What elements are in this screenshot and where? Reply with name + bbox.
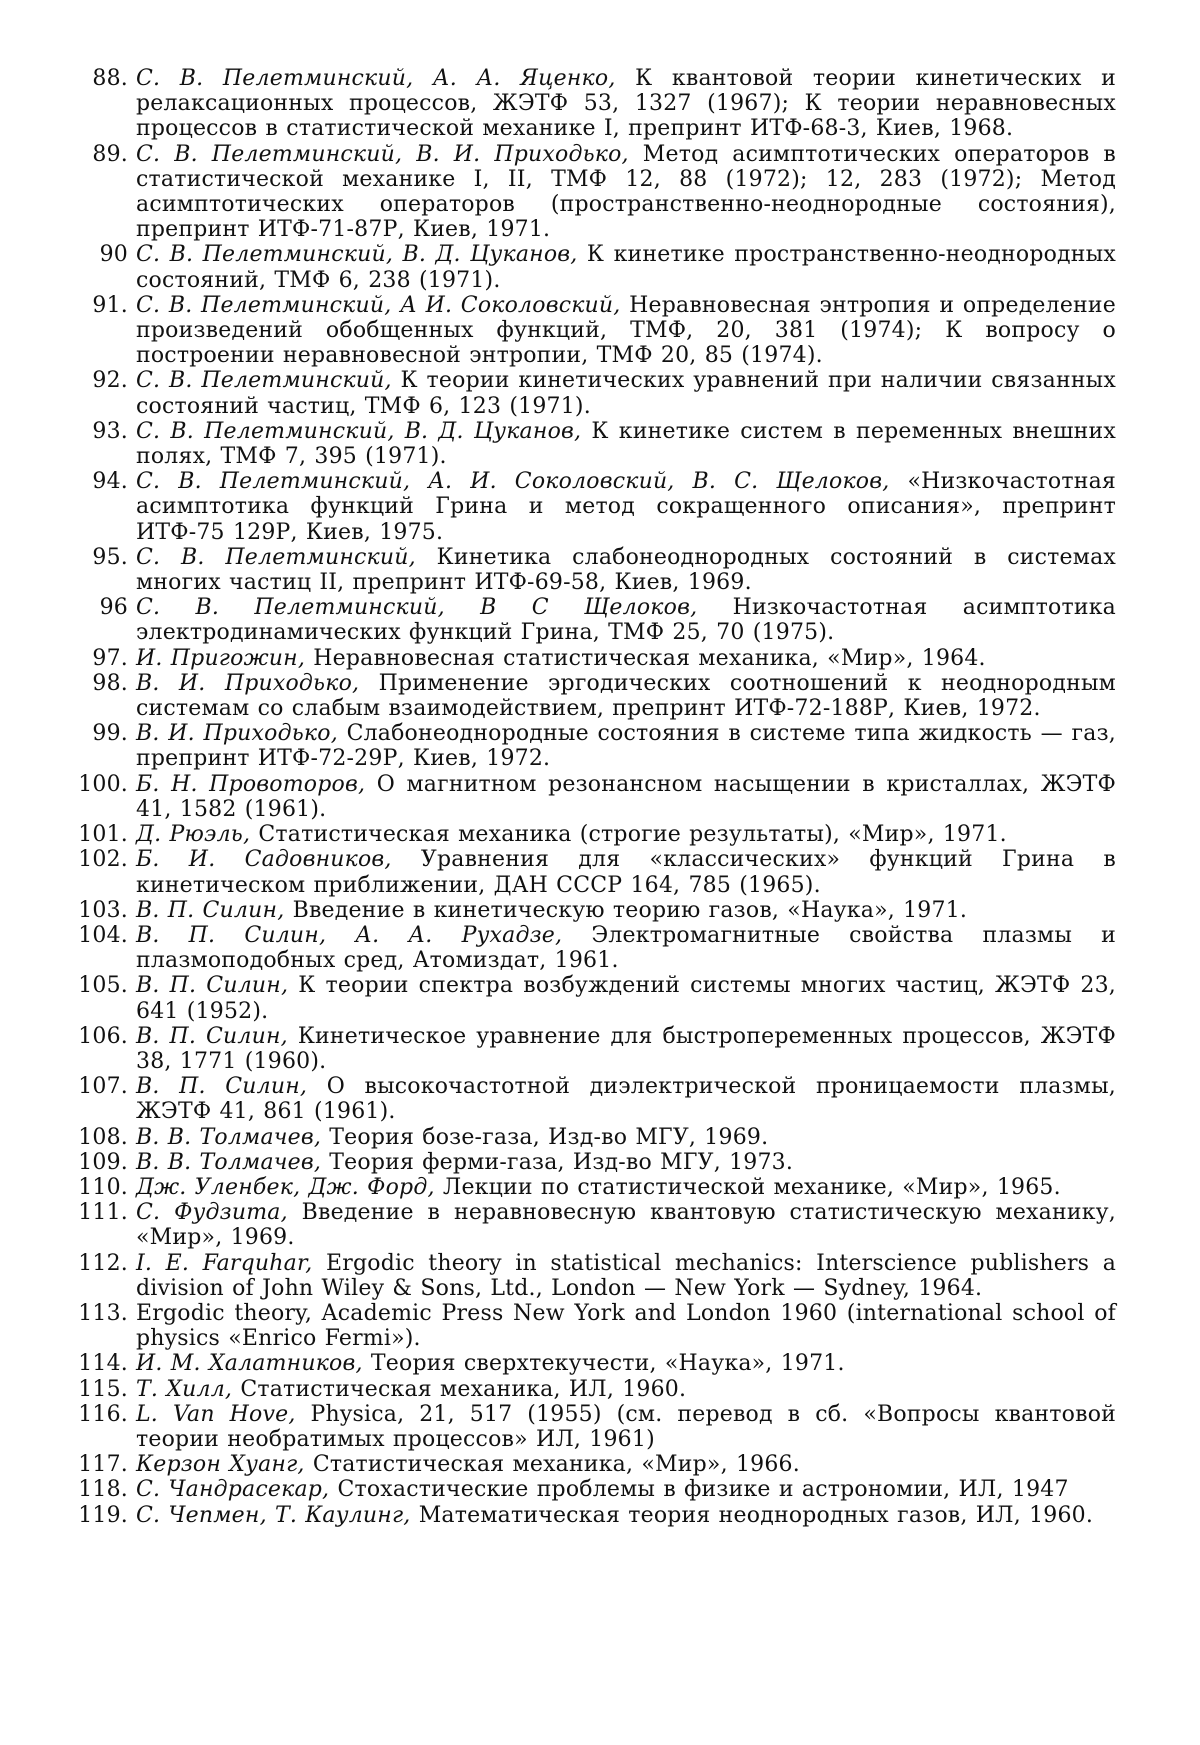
reference-item	[76, 1351, 1116, 1376]
reference-text: Введение в кинетическую теорию газов, «Наука», 1971.	[292, 897, 968, 923]
reference-text: К квантовой теории кинетических и релаксационных процессов, ЖЭТФ 53, 1327 (1967); К теории неравновесных процессов в статистической механике I, препринт ИТФ-68-3, Киев, 1968.	[136, 66, 1116, 142]
reference-item	[76, 242, 1116, 292]
reference-item	[76, 293, 1116, 369]
reference-text: Электромагнитные свойства плазмы и плазмоподобных сред, Атомиздат, 1961.	[136, 922, 1116, 974]
reference-number: 108.	[78, 1124, 128, 1150]
reference-text: Physica, 21, 517 (1955) (см. перевод в сб. «Вопросы квантовой теории необратимых процессов» ИЛ, 1961)	[136, 1401, 1116, 1452]
reference-authors: В. П. Силин,	[136, 897, 285, 923]
reference-authors: С. Чандрасекар,	[136, 1477, 330, 1503]
reference-number: 111.	[78, 1200, 128, 1226]
reference-item	[76, 1200, 1116, 1250]
reference-number: 119.	[78, 1502, 128, 1528]
reference-text: Статистическая механика, «Мир», 1966.	[312, 1452, 800, 1478]
reference-item	[76, 595, 1116, 645]
reference-authors: В. П. Силин,	[136, 1074, 308, 1100]
reference-text: Применение эргодических соотношений к неоднородным системам со слабым взаимодействием, препринт ИТФ-72-188Р, Киев, 1972.	[136, 670, 1116, 722]
reference-authors: Дж. Уленбек, Дж. Форд,	[136, 1174, 435, 1200]
reference-authors: С. В. Пелетминский, В. Д. Цуканов,	[136, 242, 578, 268]
reference-item	[76, 1024, 1116, 1074]
reference-list	[76, 66, 1116, 1528]
reference-item	[76, 545, 1116, 595]
reference-text: Теория ферми-газа, Изд-во МГУ, 1973.	[329, 1149, 794, 1175]
reference-number: 91.	[92, 292, 128, 318]
reference-number: 107.	[78, 1074, 128, 1100]
reference-authors: С. Фудзита,	[136, 1200, 288, 1226]
reference-number: 109.	[78, 1149, 128, 1175]
reference-authors: L. Van Hove,	[136, 1401, 296, 1427]
reference-item	[76, 847, 1116, 897]
reference-item	[76, 66, 1116, 142]
reference-text: Статистическая механика, ИЛ, 1960.	[240, 1376, 687, 1402]
reference-authors: С. В. Пелетминский, А. А. Яценко,	[136, 66, 616, 91]
reference-number: 90	[99, 242, 128, 268]
reference-text: О высокочастотной диэлектрической проницаемости плазмы, ЖЭТФ 41, 861 (1961).	[136, 1074, 1116, 1125]
reference-text: Низкочастотная асимптотика электродинамических функций Грина, ТМФ 25, 70 (1975).	[136, 595, 1116, 646]
reference-text: Ergodic theory in statistical mechanics: Interscience publishers a division of John Wiley & Sons, Ltd., London — New York — Sydney, 1964.	[136, 1250, 1117, 1301]
reference-text: Математическая теория неоднородных газов, ИЛ, 1960.	[418, 1502, 1094, 1528]
reference-item	[76, 822, 1116, 847]
reference-number: 118.	[78, 1477, 128, 1503]
reference-text: К кинетике пространственно-неоднородных состояний, ТМФ 6, 238 (1971).	[136, 242, 1116, 293]
reference-number: 92.	[92, 368, 128, 394]
reference-item	[76, 721, 1116, 771]
reference-authors: С. Чепмен, Т. Каулинг,	[136, 1502, 411, 1528]
reference-item	[76, 1503, 1116, 1528]
reference-item	[76, 419, 1116, 469]
reference-number: 104.	[78, 922, 128, 948]
reference-item	[76, 1377, 1116, 1402]
reference-text: Теория сверхтекучести, «Наука», 1971.	[370, 1351, 845, 1377]
reference-number: 88.	[92, 66, 128, 91]
reference-number: 103.	[78, 897, 128, 923]
reference-authors: С. В. Пелетминский,	[136, 544, 416, 570]
reference-authors: В. И. Приходько,	[136, 721, 338, 747]
reference-authors: Т. Хилл,	[136, 1376, 233, 1402]
reference-text: Ergodic theory, Academic Press New York and London 1960 (international school of physics «Enrico Fermi»).	[136, 1300, 1116, 1352]
reference-authors: С. В. Пелетминский, А И. Соколовский,	[136, 292, 621, 318]
reference-item	[76, 368, 1116, 418]
reference-authors: С. В. Пелетминский, А. И. Соколовский, В. С. Щелоков,	[136, 469, 890, 495]
reference-text: О магнитном резонансном насыщении в кристаллах, ЖЭТФ 41, 1582 (1961).	[136, 771, 1116, 822]
reference-text: Кинетика слабонеоднородных состояний в системах многих частиц II, препринт ИТФ-69-58, Киев, 1969.	[136, 544, 1117, 596]
reference-item	[76, 1125, 1116, 1150]
reference-authors: В. П. Силин,	[136, 1023, 288, 1049]
reference-number: 105.	[78, 973, 128, 999]
reference-item	[76, 1477, 1116, 1502]
reference-authors: I. E. Farquhar,	[136, 1250, 313, 1276]
reference-number: 98.	[92, 670, 128, 696]
reference-item	[76, 1402, 1116, 1452]
reference-item	[76, 1175, 1116, 1200]
reference-authors: Б. И. Садовников,	[136, 847, 392, 873]
reference-item	[76, 898, 1116, 923]
reference-number: 110.	[78, 1174, 128, 1200]
reference-text: Теория бозе-газа, Изд-во МГУ, 1969.	[329, 1124, 769, 1150]
reference-number: 94.	[92, 469, 128, 495]
reference-item	[76, 1301, 1116, 1351]
reference-item	[76, 973, 1116, 1023]
reference-authors: С. В. Пелетминский, В С Щелоков,	[136, 595, 698, 621]
reference-number: 101.	[78, 822, 128, 848]
reference-number: 114.	[78, 1351, 128, 1377]
reference-text: Неравновесная статистическая механика, «Мир», 1964.	[313, 645, 986, 671]
reference-item	[76, 469, 1116, 545]
reference-authors: В. В. Толмачев,	[136, 1124, 322, 1150]
reference-authors: В. В. Толмачев,	[136, 1149, 322, 1175]
reference-item	[76, 1251, 1116, 1301]
reference-item	[76, 671, 1116, 721]
reference-number: 97.	[92, 645, 128, 671]
reference-text: Слабонеоднородные состояния в системе типа жидкость — газ, препринт ИТФ-72-29Р, Киев, 1972.	[136, 721, 1116, 772]
reference-item	[76, 923, 1116, 973]
reference-text: Статистическая механика (строгие результаты), «Мир», 1971.	[258, 822, 1007, 848]
reference-text: «Низкочастотная асимптотика функций Грина и метод сокращенного описания», препринт ИТФ-75 129Р, Киев, 1975.	[136, 469, 1116, 545]
reference-authors: В. П. Силин,	[136, 973, 289, 999]
reference-authors: Д. Рюэль,	[136, 822, 251, 848]
reference-number: 112.	[78, 1250, 128, 1276]
reference-number: 116.	[78, 1401, 128, 1427]
reference-number: 102.	[78, 847, 128, 873]
reference-item	[76, 1452, 1116, 1477]
reference-item	[76, 1150, 1116, 1175]
reference-number: 89.	[92, 141, 128, 167]
reference-number: 99.	[92, 721, 128, 747]
reference-authors: С. В. Пелетминский, В. И. Приходько,	[136, 141, 629, 167]
reference-number: 93.	[92, 418, 128, 444]
reference-authors: В. И. Приходько,	[136, 670, 360, 696]
reference-authors: И. Пригожин,	[136, 645, 306, 671]
reference-authors: С. В. Пелетминский, В. Д. Цуканов,	[136, 418, 582, 444]
reference-text: Лекции по статистической механике, «Мир», 1965.	[442, 1174, 1061, 1200]
reference-number: 106.	[78, 1023, 128, 1049]
reference-text: Метод асимптотических операторов в статистической механике I, II, ТМФ 12, 88 (1972); 12, 283 (1972); Метод асимптотических операторов (пространственно-неоднородные состояния), препринт ИТФ-71-87Р, Киев, 1971.	[136, 141, 1116, 243]
reference-item	[76, 646, 1116, 671]
reference-text: К теории кинетических уравнений при наличии связанных состояний частиц, ТМФ 6, 123 (1971).	[136, 368, 1116, 419]
reference-number: 113.	[78, 1300, 128, 1326]
reference-authors: И. М. Халатников,	[136, 1351, 363, 1377]
reference-text: Введение в неравновесную квантовую статистическую механику, «Мир», 1969.	[136, 1200, 1116, 1251]
reference-text: Уравнения для «классических» функций Грина в кинетическом приближении, ДАН СССР 164, 785 (1965).	[136, 847, 1116, 898]
reference-item	[76, 1074, 1116, 1124]
reference-authors: С. В. Пелетминский,	[136, 368, 392, 394]
reference-text: Стохастические проблемы в физике и астрономии, ИЛ, 1947	[337, 1477, 1069, 1503]
reference-number: 96	[99, 595, 128, 621]
reference-number: 95.	[92, 544, 128, 570]
reference-authors: Б. Н. Провоторов,	[136, 771, 366, 797]
reference-number: 115.	[78, 1376, 128, 1402]
reference-authors: Керзон Хуанг,	[136, 1452, 305, 1478]
reference-text: К кинетике систем в переменных внешних полях, ТМФ 7, 395 (1971).	[136, 418, 1117, 470]
reference-text: К теории спектра возбуждений системы многих частиц, ЖЭТФ 23, 641 (1952).	[136, 973, 1116, 1024]
reference-authors: В. П. Силин, А. А. Рухадзе,	[136, 922, 563, 948]
reference-text: Кинетическое уравнение для быстропеременных процессов, ЖЭТФ 38, 1771 (1960).	[136, 1023, 1116, 1074]
reference-number: 100.	[78, 771, 128, 797]
reference-number: 117.	[78, 1452, 128, 1478]
reference-item	[76, 142, 1116, 243]
reference-text: Неравновесная энтропия и определение произведений обобщенных функций, ТМФ, 20, 381 (1974); К вопросу о построении неравновесной энтропии, ТМФ 20, 85 (1974).	[136, 292, 1116, 369]
reference-item	[76, 772, 1116, 822]
